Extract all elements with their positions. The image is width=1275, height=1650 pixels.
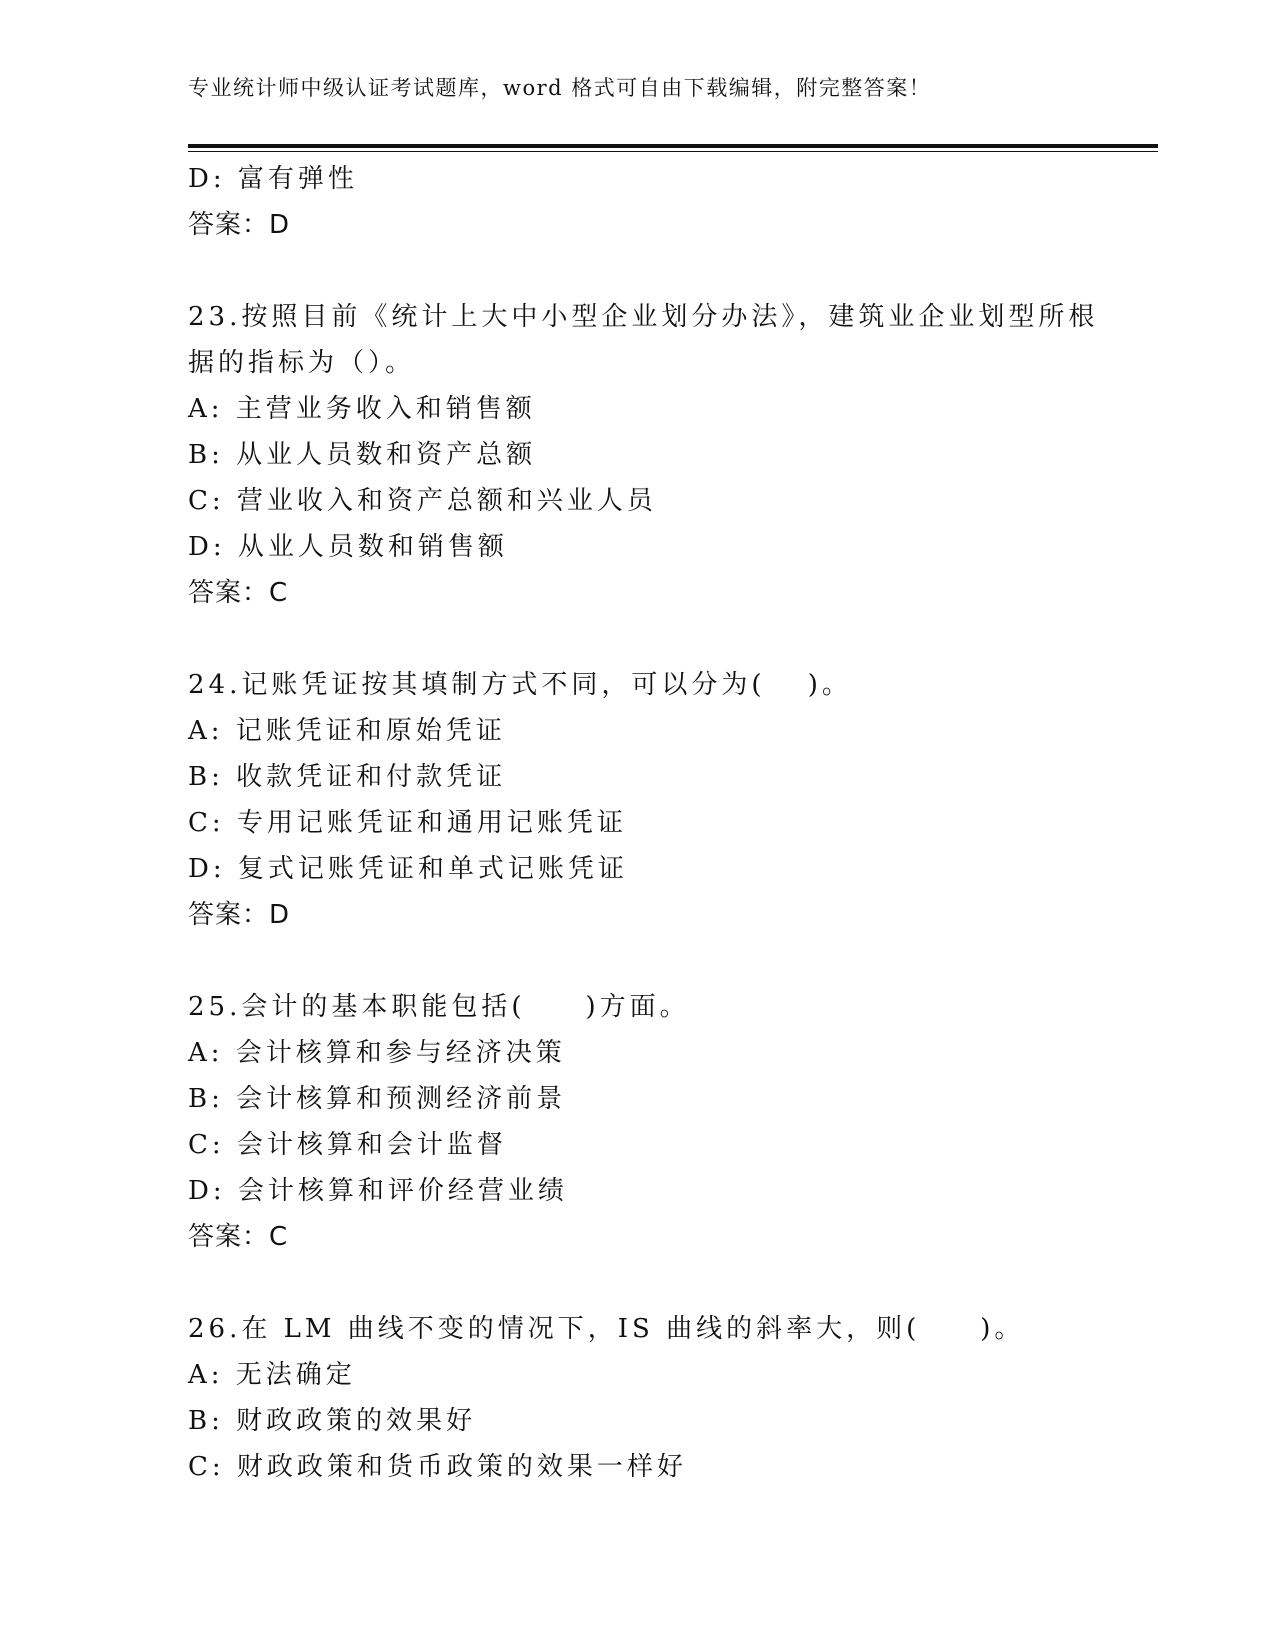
option-c: C: 营业收入和资产总额和兴业人员	[188, 486, 657, 516]
option-b: B: 会计核算和预测经济前景	[188, 1084, 567, 1114]
answer: 答案：C	[188, 578, 289, 608]
option-a: A: 主营业务收入和销售额	[188, 394, 536, 424]
page-header: 专业统计师中级认证考试题库，word 格式可自由下载编辑，附完整答案！	[188, 76, 932, 100]
spacer	[188, 616, 1148, 662]
option-a: A: 会计核算和参与经济决策	[188, 1038, 566, 1068]
option-c: C: 专用记账凭证和通用记账凭证	[188, 808, 627, 838]
answer: 答案：D	[188, 210, 291, 240]
question-content	[188, 156, 1148, 1490]
question-stem: 23.按照目前《统计上大中小型企业划分办法》，建筑业企业划型所根	[188, 302, 1099, 332]
header-rule-thin	[188, 151, 1158, 152]
option-a: A: 无法确定	[188, 1360, 356, 1390]
question-stem: 26.在 LM 曲线不变的情况下，IS 曲线的斜率大，则( )。	[188, 1314, 1025, 1344]
option-d: D: 从业人员数和销售额	[188, 532, 508, 562]
option-d: D: 会计核算和评价经营业绩	[188, 1176, 568, 1206]
question-stem-continued: 据的指标为（）。	[188, 348, 416, 378]
spacer	[188, 938, 1148, 984]
question-stem: 24.记账凭证按其填制方式不同，可以分为( )。	[188, 670, 852, 700]
option-d: D: 富有弹性	[188, 164, 358, 194]
option-c: C: 财政政策和货币政策的效果一样好	[188, 1452, 687, 1482]
answer: 答案：C	[188, 1222, 289, 1252]
option-a: A: 记账凭证和原始凭证	[188, 716, 506, 746]
spacer	[188, 248, 1148, 294]
option-b: B: 收款凭证和付款凭证	[188, 762, 507, 792]
option-b: B: 从业人员数和资产总额	[188, 440, 537, 470]
question-stem: 25.会计的基本职能包括( )方面。	[188, 992, 690, 1022]
spacer	[188, 1260, 1148, 1306]
header-rule-thick	[188, 144, 1158, 148]
answer: 答案：D	[188, 900, 291, 930]
option-b: B: 财政政策的效果好	[188, 1406, 477, 1436]
option-c: C: 会计核算和会计监督	[188, 1130, 507, 1160]
option-d: D: 复式记账凭证和单式记账凭证	[188, 854, 628, 884]
